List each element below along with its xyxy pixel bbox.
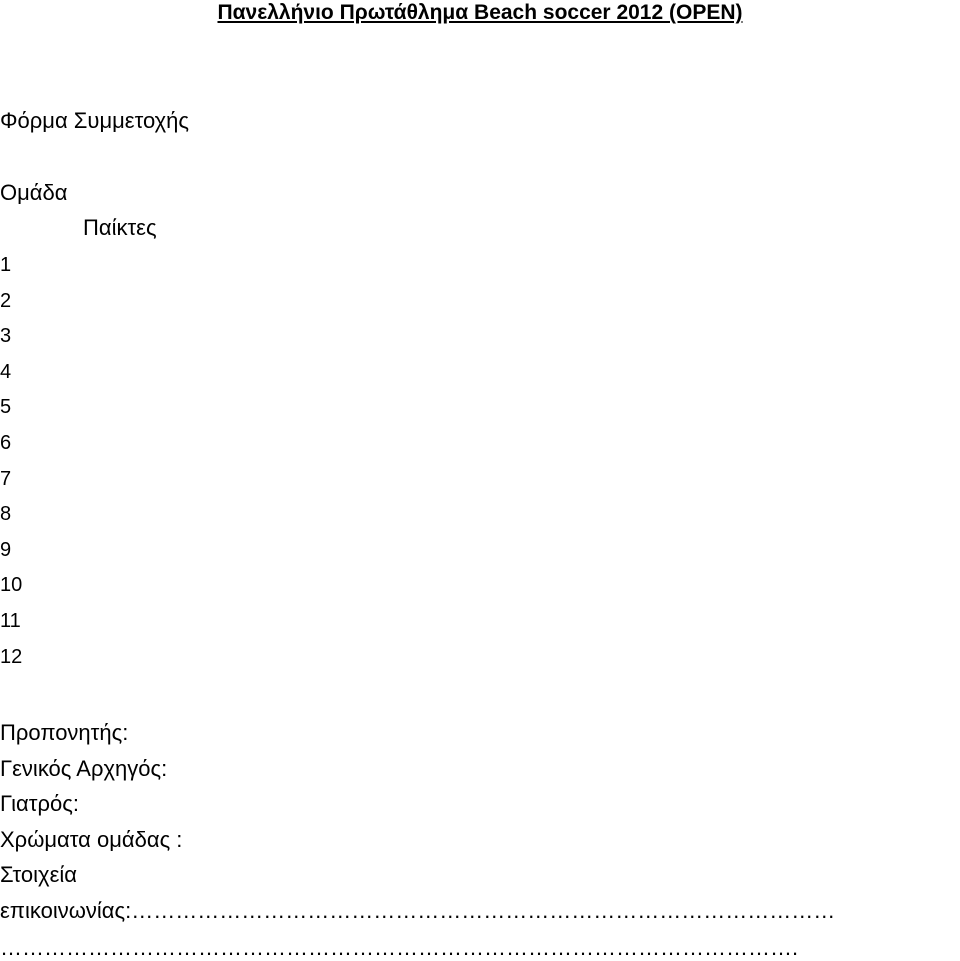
player-number-5: 5 — [0, 396, 12, 419]
general-captain-label: Γενικός Αρχηγός: — [0, 755, 168, 781]
player-number-12: 12 — [0, 645, 23, 668]
player-number-3: 3 — [0, 325, 12, 348]
player-number-10: 10 — [0, 574, 23, 597]
team-colors-label: Χρώματα ομάδας : — [0, 826, 183, 852]
document-title: Πανελλήνιο Πρωτάθλημα Beach soccer 2012 (OPEN) — [217, 1, 743, 24]
player-number-7: 7 — [0, 467, 12, 490]
player-number-9: 9 — [0, 538, 12, 561]
coach-label: Προπονητής: — [0, 720, 129, 745]
staff-info-list — [0, 720, 835, 934]
team-label: Ομάδα — [0, 180, 68, 205]
player-list — [0, 252, 22, 679]
contact-dots-line: ………………………………………………………………………………………………. — [0, 935, 799, 960]
player-number-1: 1 — [0, 254, 12, 276]
form-title: Φόρμα Συμμετοχής — [0, 108, 190, 133]
contact-label-line2: επικοινωνίας:…………………………………………………………………………………… — [0, 897, 836, 923]
doctor-label: Γιατρός: — [0, 791, 79, 817]
player-number-2: 2 — [0, 289, 12, 312]
player-number-6: 6 — [0, 431, 12, 454]
players-label: Παίκτες — [83, 215, 157, 240]
player-number-4: 4 — [0, 360, 12, 383]
player-number-11: 11 — [0, 609, 21, 632]
contact-label-line1: Στοιχεία — [0, 862, 78, 888]
player-number-8: 8 — [0, 503, 12, 526]
